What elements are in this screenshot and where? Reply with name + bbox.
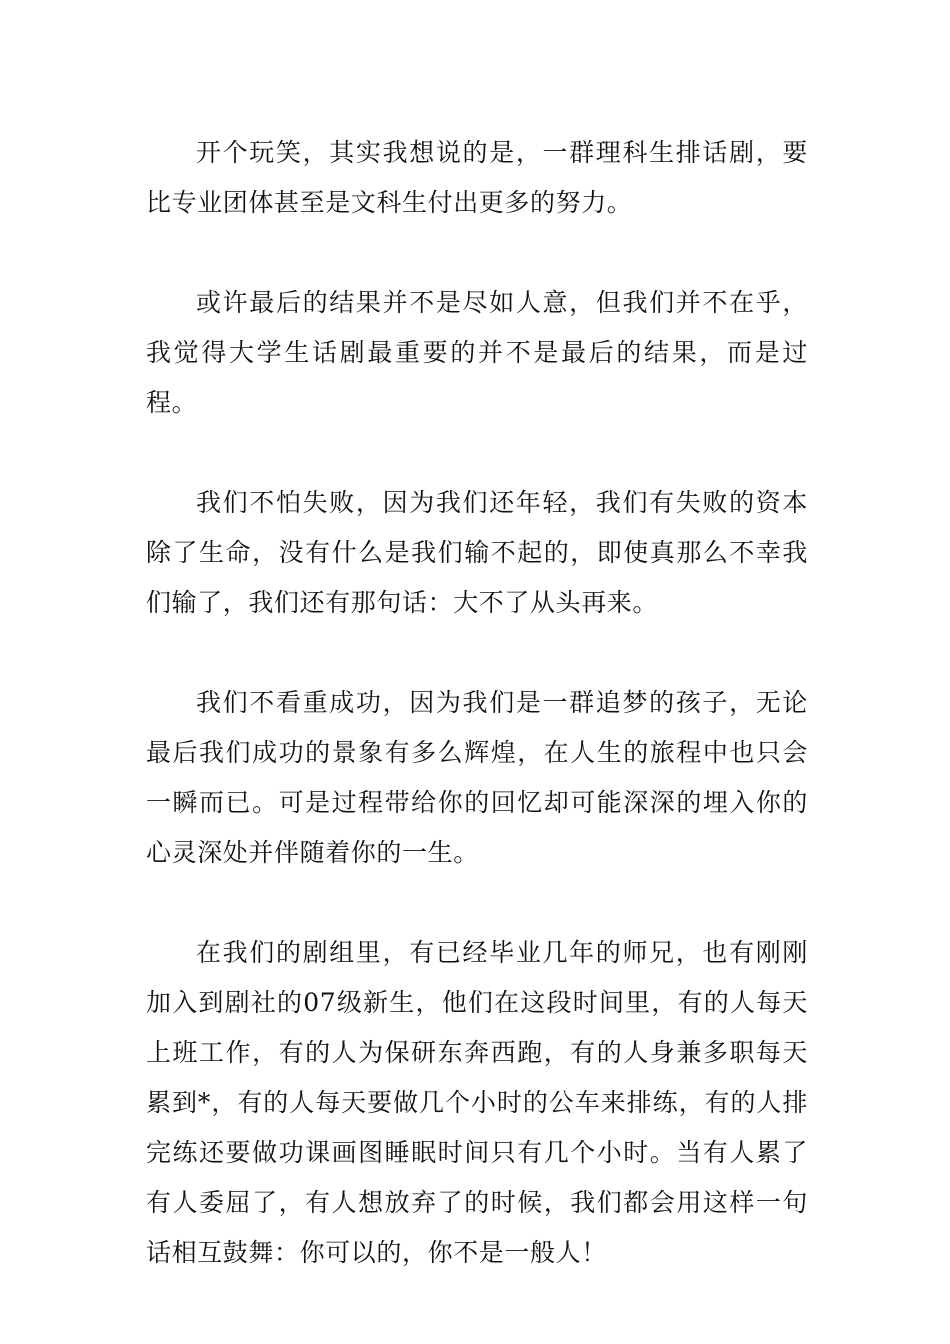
- paragraph-1: 开个玩笑，其实我想说的是，一群理科生排话剧，要比专业团体甚至是文科生付出更多的努力。: [146, 138, 808, 217]
- paragraph-5: 在我们的剧组里，有已经毕业几年的师兄，也有刚刚加入到剧社的07级新生，他们在这段时间里，有的人每天上班工作，有的人为保研东奔西跑，有的人身兼多职每天累到*，有的人每天要做几个小时的公车来排练，有的人排完练还要做功课画图睡眠时间只有几个小时。当有人累了有人委屈了，有人想放弃了的时候，我们都会用这样一句话相互鼓舞：你可以的，你不是一般人！: [146, 938, 808, 1267]
- paragraph-2: 或许最后的结果并不是尽如人意，但我们并不在乎，我觉得大学生话剧最重要的并不是最后的结果，而是过程。: [146, 288, 808, 417]
- paragraph-3: 我们不怕失败，因为我们还年轻，我们有失败的资本除了生命，没有什么是我们输不起的，即使真那么不幸我们输了，我们还有那句话：大不了从头再来。: [146, 488, 808, 617]
- document-body: [146, 128, 808, 1278]
- paragraph-4: 我们不看重成功，因为我们是一群追梦的孩子，无论最后我们成功的景象有多么辉煌，在人生的旅程中也只会一瞬而已。可是过程带给你的回忆却可能深深的埋入你的心灵深处并伴随着你的一生。: [146, 688, 808, 867]
